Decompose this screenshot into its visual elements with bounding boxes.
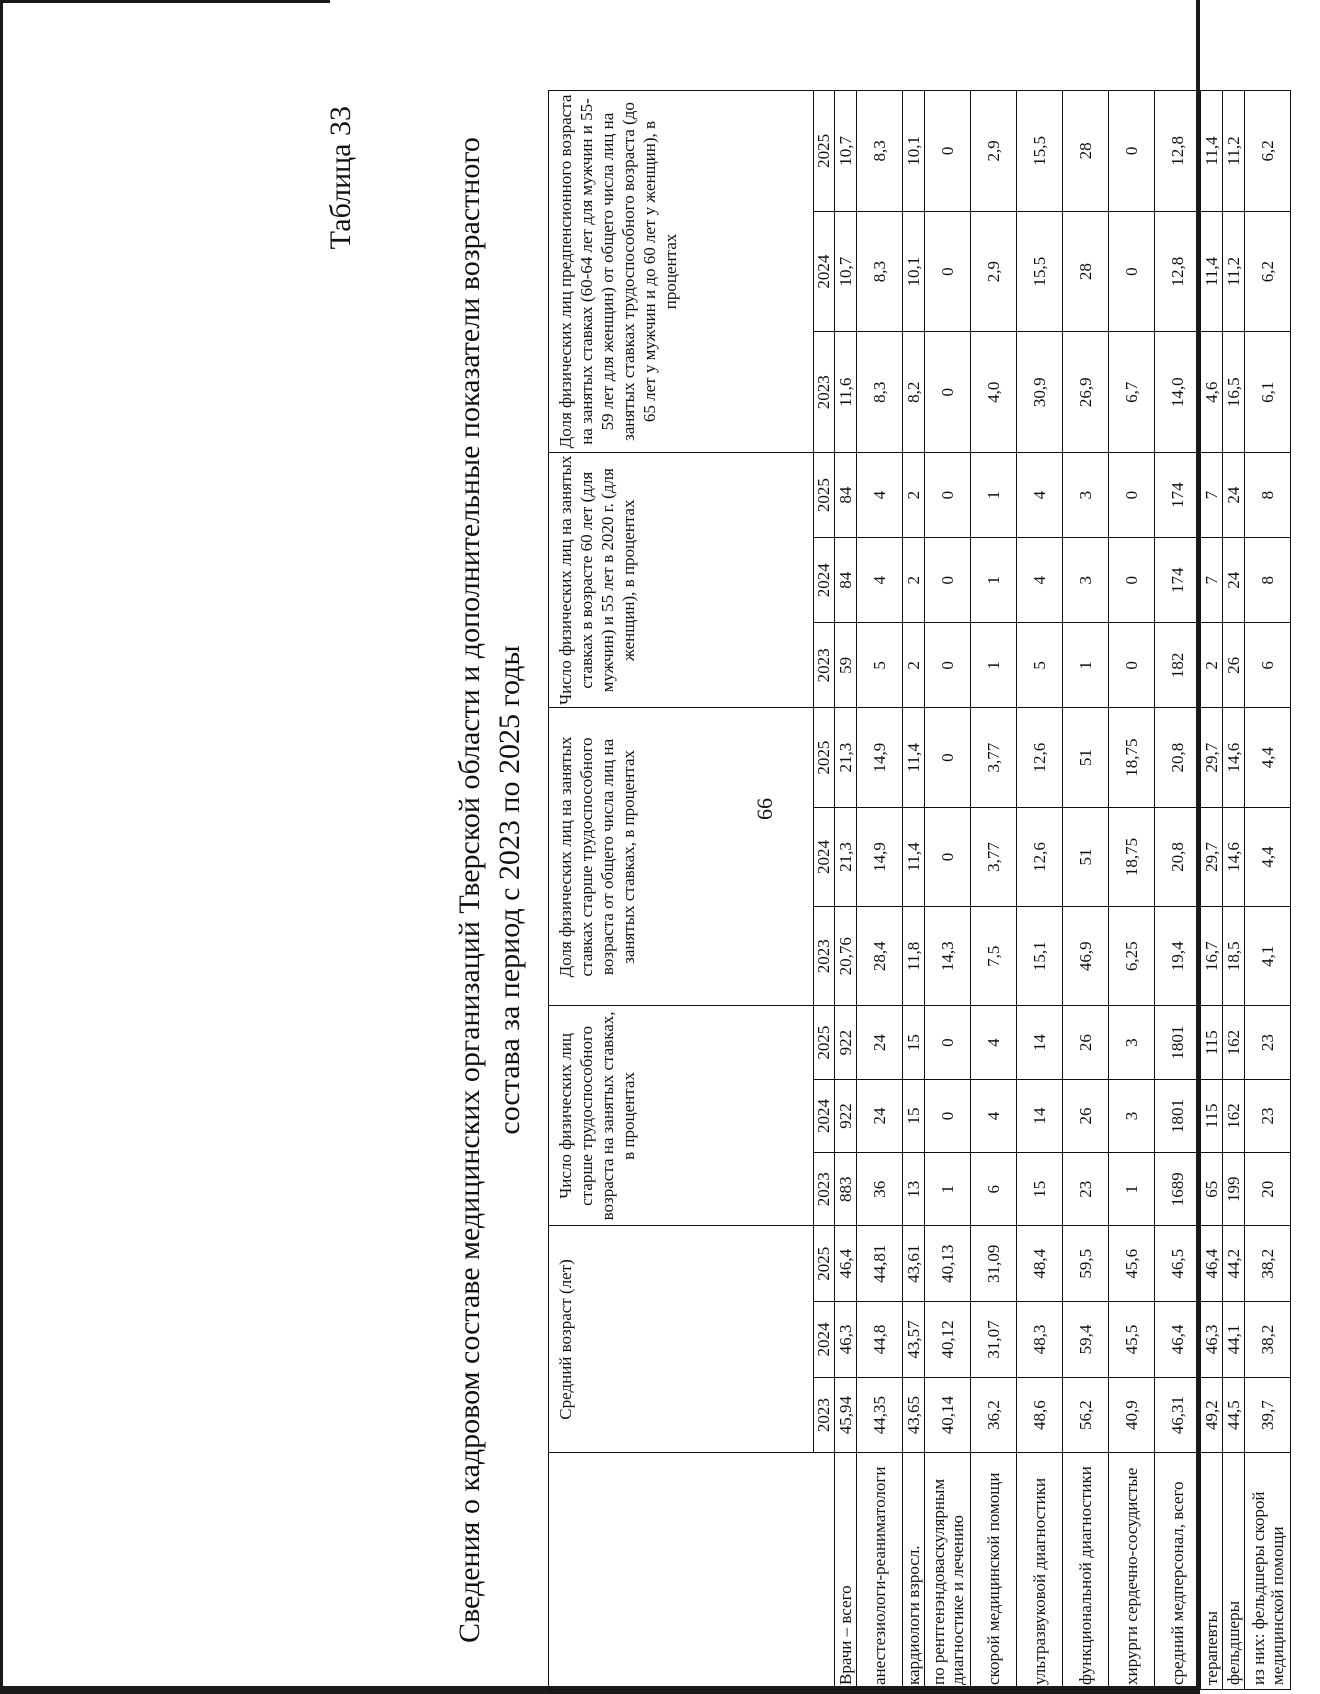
- table-cell: 3: [1063, 453, 1109, 538]
- table-cell: 38,2: [1245, 1226, 1291, 1302]
- table-cell: 24: [1223, 453, 1245, 538]
- table-cell: 11,6: [835, 332, 857, 453]
- table-cell: 43,65: [903, 1377, 925, 1453]
- table-cell: 21,3: [835, 708, 857, 807]
- year-header: 2024: [814, 1079, 835, 1152]
- table-cell: 49,2: [1201, 1377, 1223, 1453]
- table-cell: 3: [1109, 1079, 1155, 1152]
- table-cell: 1: [1109, 1153, 1155, 1226]
- table-cell: 46,3: [1201, 1302, 1223, 1378]
- table-cell: 20,8: [1155, 807, 1201, 906]
- row-label: фельдшеры: [1223, 1453, 1245, 1690]
- table-cell: 45,6: [1109, 1226, 1155, 1302]
- table-cell: 14,6: [1223, 708, 1245, 807]
- table-cell: 59,4: [1063, 1302, 1109, 1378]
- table-cell: 14: [1017, 1079, 1063, 1152]
- year-header: 2025: [814, 708, 835, 807]
- table-cell: 24: [857, 1079, 903, 1152]
- table-cell: 11,2: [1223, 91, 1245, 212]
- table-row: [971, 91, 1017, 1690]
- table-cell: 31,09: [971, 1226, 1017, 1302]
- table-cell: 14,9: [857, 708, 903, 807]
- table-cell: 46,4: [1201, 1226, 1223, 1302]
- table-cell: 0: [1109, 538, 1155, 623]
- year-header: 2023: [814, 623, 835, 708]
- table-cell: 43,57: [903, 1302, 925, 1378]
- table-cell: 1689: [1155, 1153, 1201, 1226]
- table-cell: 46,3: [835, 1302, 857, 1378]
- column-group-header: Число физических лиц на занятых ставках в возрасте 60 лет (для мужчин) и 55 лет в 2020 г. (для женщин), в процентах: [549, 453, 814, 708]
- table-cell: 0: [925, 1079, 971, 1152]
- table-cell: 8,3: [857, 211, 903, 332]
- row-label: по рентгенэндоваскулярным диагностике и лечению: [925, 1453, 971, 1690]
- table-cell: 2: [903, 623, 925, 708]
- row-label: хирурги сердечно-сосудистые: [1109, 1453, 1155, 1690]
- table-cell: 4: [857, 538, 903, 623]
- table-cell: 44,1: [1223, 1302, 1245, 1378]
- table-cell: 26: [1223, 623, 1245, 708]
- table-cell: 1801: [1155, 1006, 1201, 1079]
- table-cell: 4: [971, 1079, 1017, 1152]
- table-cell: 4,6: [1201, 332, 1223, 453]
- scan-edge-left: [0, 0, 3, 1694]
- column-group-header: Средний возраст (лет): [549, 1226, 814, 1453]
- table-cell: 46,5: [1155, 1226, 1201, 1302]
- row-label: кардиологи взросл.: [903, 1453, 925, 1690]
- table-cell: 40,13: [925, 1226, 971, 1302]
- row-label: ультразвуковой диагностики: [1017, 1453, 1063, 1690]
- table-cell: 8,2: [903, 332, 925, 453]
- table-cell: 14,6: [1223, 807, 1245, 906]
- table-cell: 6: [971, 1153, 1017, 1226]
- table-cell: 26,9: [1063, 332, 1109, 453]
- table-cell: 3: [1063, 538, 1109, 623]
- table-cell: 46,4: [835, 1226, 857, 1302]
- table-cell: 29,7: [1201, 708, 1223, 807]
- table-cell: 5: [857, 623, 903, 708]
- table-cell: 51: [1063, 708, 1109, 807]
- table-cell: 3,77: [971, 807, 1017, 906]
- table-cell: 0: [925, 623, 971, 708]
- table-cell: 4: [1017, 453, 1063, 538]
- table-row: [1245, 91, 1291, 1690]
- table-cell: 4: [971, 1006, 1017, 1079]
- table-cell: 6,2: [1245, 91, 1291, 212]
- table-cell: 7: [1201, 453, 1223, 538]
- table-cell: 8,3: [857, 332, 903, 453]
- table-cell: 4,0: [971, 332, 1017, 453]
- table-cell: 13: [903, 1153, 925, 1226]
- table-cell: 5: [1017, 623, 1063, 708]
- table-cell: 14: [1017, 1006, 1063, 1079]
- column-group-header: Число физических лиц старше трудоспособного возраста на занятых ставках, в процентах: [549, 1006, 814, 1226]
- row-label: терапевты: [1201, 1453, 1223, 1690]
- row-label: функциональной диагностики: [1063, 1453, 1109, 1690]
- table-cell: 20,8: [1155, 708, 1201, 807]
- table-cell: 26: [1063, 1079, 1109, 1152]
- column-group-header: Доля физических лиц предпенсионного возраста на занятых ставках (60-64 лет для мужчин и 55-59 лет для женщин) от общего числа лиц на занятых ставках трудоспособного возраста (до 65 лет у мужчин и до 60 лет у женщин), в процентах: [549, 91, 814, 453]
- table-row: [1017, 91, 1063, 1690]
- table-cell: 11,4: [1201, 211, 1223, 332]
- table-cell: 11,4: [903, 708, 925, 807]
- year-header: 2024: [814, 1302, 835, 1378]
- table-cell: 2: [1201, 623, 1223, 708]
- table-cell: 6,7: [1109, 332, 1155, 453]
- table-cell: 15: [1017, 1153, 1063, 1226]
- table-cell: 26: [1063, 1006, 1109, 1079]
- table-row: [1223, 91, 1245, 1690]
- table-cell: 0: [1109, 91, 1155, 212]
- table-cell: 7,5: [971, 907, 1017, 1006]
- year-header: 2025: [814, 1226, 835, 1302]
- table-cell: 2: [903, 538, 925, 623]
- table-cell: 46,4: [1155, 1302, 1201, 1378]
- table-cell: 4,4: [1245, 708, 1291, 807]
- table-cell: 15,5: [1017, 211, 1063, 332]
- table-cell: 4,4: [1245, 807, 1291, 906]
- table-cell: 12,6: [1017, 807, 1063, 906]
- table-cell: 59,5: [1063, 1226, 1109, 1302]
- table-cell: 48,6: [1017, 1377, 1063, 1453]
- table-cell: 56,2: [1063, 1377, 1109, 1453]
- table-cell: 18,5: [1223, 907, 1245, 1006]
- table-cell: 0: [925, 211, 971, 332]
- table-cell: 46,31: [1155, 1377, 1201, 1453]
- table-cell: 15: [903, 1006, 925, 1079]
- table-cell: 40,9: [1109, 1377, 1155, 1453]
- table-cell: 43,61: [903, 1226, 925, 1302]
- table-cell: 20: [1245, 1153, 1291, 1226]
- table-cell: 36: [857, 1153, 903, 1226]
- table-cell: 4: [1017, 538, 1063, 623]
- table-cell: 10,7: [835, 211, 857, 332]
- table-cell: 8,3: [857, 91, 903, 212]
- table-cell: 16,7: [1201, 907, 1223, 1006]
- table-row: [1155, 91, 1201, 1690]
- table-label: Таблица 33: [324, 106, 357, 250]
- table-cell: 182: [1155, 623, 1201, 708]
- table-cell: 10,1: [903, 211, 925, 332]
- table-cell: 115: [1201, 1006, 1223, 1079]
- table-cell: 115: [1201, 1079, 1223, 1152]
- staff-age-table: [548, 90, 1291, 1690]
- row-label: анестезиологи-реаниматологи: [857, 1453, 903, 1690]
- table-cell: 39,7: [1245, 1377, 1291, 1453]
- table-cell: 0: [925, 538, 971, 623]
- table-cell: 1801: [1155, 1079, 1201, 1152]
- table-cell: 10,7: [835, 91, 857, 212]
- table-cell: 12,6: [1017, 708, 1063, 807]
- table-cell: 0: [925, 332, 971, 453]
- table-cell: 44,35: [857, 1377, 903, 1453]
- table-cell: 11,8: [903, 907, 925, 1006]
- table-cell: 84: [835, 538, 857, 623]
- table-cell: 7: [1201, 538, 1223, 623]
- table-cell: 1: [925, 1153, 971, 1226]
- table-cell: 4: [857, 453, 903, 538]
- table-cell: 51: [1063, 807, 1109, 906]
- row-label: Врачи – всего: [835, 1453, 857, 1690]
- table-cell: 0: [925, 807, 971, 906]
- table-cell: 40,12: [925, 1302, 971, 1378]
- table-cell: 11,4: [1201, 91, 1223, 212]
- year-header: 2024: [814, 211, 835, 332]
- table-cell: 23: [1245, 1006, 1291, 1079]
- year-header: 2023: [814, 1377, 835, 1453]
- table-row: [1063, 91, 1109, 1690]
- table-cell: 162: [1223, 1079, 1245, 1152]
- table-cell: 14,3: [925, 907, 971, 1006]
- year-header: 2025: [814, 453, 835, 538]
- table-cell: 46,9: [1063, 907, 1109, 1006]
- table-cell: 0: [925, 708, 971, 807]
- row-label: средний медперсонал, всего: [1155, 1453, 1201, 1690]
- table-cell: 2: [903, 453, 925, 538]
- table-cell: 4,1: [1245, 907, 1291, 1006]
- year-header: 2023: [814, 1153, 835, 1226]
- table-row: [925, 91, 971, 1690]
- table-cell: 48,3: [1017, 1302, 1063, 1378]
- table-cell: 0: [1109, 453, 1155, 538]
- table-cell: 14,0: [1155, 332, 1201, 453]
- table-cell: 18,75: [1109, 807, 1155, 906]
- table-row: [835, 91, 857, 1690]
- scan-edge-top: [0, 0, 330, 3]
- table-cell: 30,9: [1017, 332, 1063, 453]
- table-cell: 11,2: [1223, 211, 1245, 332]
- table-cell: 174: [1155, 538, 1201, 623]
- table-row: [1109, 91, 1155, 1690]
- table-cell: 8: [1245, 453, 1291, 538]
- year-header: 2025: [814, 91, 835, 212]
- table-row: [857, 91, 903, 1690]
- table-cell: 15,5: [1017, 91, 1063, 212]
- table-cell: 15: [903, 1079, 925, 1152]
- row-label: скорой медицинской помощи: [971, 1453, 1017, 1690]
- year-header: 2024: [814, 807, 835, 906]
- table-cell: 2,9: [971, 91, 1017, 212]
- year-header: 2023: [814, 907, 835, 1006]
- table-cell: 6,2: [1245, 211, 1291, 332]
- table-cell: 18,75: [1109, 708, 1155, 807]
- table-cell: 3: [1109, 1006, 1155, 1079]
- table-cell: 24: [857, 1006, 903, 1079]
- table-cell: 1: [971, 453, 1017, 538]
- year-header: 2025: [814, 1006, 835, 1079]
- table-cell: 6: [1245, 623, 1291, 708]
- table-cell: 45,5: [1109, 1302, 1155, 1378]
- table-cell: 199: [1223, 1153, 1245, 1226]
- year-header: 2023: [814, 332, 835, 453]
- table-cell: 24: [1223, 538, 1245, 623]
- table-cell: 12,8: [1155, 91, 1201, 212]
- table-cell: 65: [1201, 1153, 1223, 1226]
- table-cell: 883: [835, 1153, 857, 1226]
- table-cell: 10,1: [903, 91, 925, 212]
- table-cell: 19,4: [1155, 907, 1201, 1006]
- table-cell: 23: [1063, 1153, 1109, 1226]
- table-cell: 1: [971, 623, 1017, 708]
- table-row: [903, 91, 925, 1690]
- document-title: Сведения о кадровом составе медицинских организаций Тверской области и дополнительные показатели возрастного состава за период с 2023 по 2025 годы: [453, 137, 526, 1643]
- table-cell: 20,76: [835, 907, 857, 1006]
- table-cell: 16,5: [1223, 332, 1245, 453]
- table-cell: 28,4: [857, 907, 903, 1006]
- table-cell: 922: [835, 1006, 857, 1079]
- table-cell: 0: [925, 453, 971, 538]
- page-number: 66: [752, 798, 777, 820]
- table-cell: 44,5: [1223, 1377, 1245, 1453]
- table-cell: 6,1: [1245, 332, 1291, 453]
- table-cell: 2,9: [971, 211, 1017, 332]
- table-body: [835, 91, 1291, 1690]
- year-header: 2024: [814, 538, 835, 623]
- table-cell: 36,2: [971, 1377, 1017, 1453]
- table-cell: 15,1: [1017, 907, 1063, 1006]
- row-label: из них: фельдшеры скорой медицинской помощи: [1245, 1453, 1291, 1690]
- table-cell: 14,9: [857, 807, 903, 906]
- column-group-header: Доля физических лиц на занятых ставках старше трудоспособного возраста от общего числа лиц на занятых ставках, в процентах: [549, 708, 814, 1006]
- rotated-page: [320, 90, 1320, 1690]
- table-cell: 12,8: [1155, 211, 1201, 332]
- table-cell: 44,8: [857, 1302, 903, 1378]
- table-cell: 1: [971, 538, 1017, 623]
- column-group-row: [549, 91, 814, 1690]
- table-cell: 84: [835, 453, 857, 538]
- table-cell: 0: [1109, 623, 1155, 708]
- table-cell: 44,2: [1223, 1226, 1245, 1302]
- table-cell: 162: [1223, 1006, 1245, 1079]
- row-label-header: [549, 1453, 835, 1690]
- table-cell: 11,4: [903, 807, 925, 906]
- table-cell: 44,81: [857, 1226, 903, 1302]
- table-cell: 6,25: [1109, 907, 1155, 1006]
- table-cell: 23: [1245, 1079, 1291, 1152]
- table-cell: 174: [1155, 453, 1201, 538]
- table-cell: 28: [1063, 211, 1109, 332]
- table-cell: 48,4: [1017, 1226, 1063, 1302]
- table-cell: 31,07: [971, 1302, 1017, 1378]
- table-cell: 21,3: [835, 807, 857, 906]
- year-header-row: [814, 91, 835, 1690]
- table-cell: 45,94: [835, 1377, 857, 1453]
- table-cell: 922: [835, 1079, 857, 1152]
- table-row: [1201, 91, 1223, 1690]
- table-cell: 29,7: [1201, 807, 1223, 906]
- table-cell: 3,77: [971, 708, 1017, 807]
- table-cell: 8: [1245, 538, 1291, 623]
- table-cell: 28: [1063, 91, 1109, 212]
- table-cell: 0: [925, 91, 971, 212]
- table-cell: 0: [925, 1006, 971, 1079]
- table-cell: 59: [835, 623, 857, 708]
- table-cell: 0: [1109, 211, 1155, 332]
- table-cell: 1: [1063, 623, 1109, 708]
- table-cell: 40,14: [925, 1377, 971, 1453]
- table-cell: 38,2: [1245, 1302, 1291, 1378]
